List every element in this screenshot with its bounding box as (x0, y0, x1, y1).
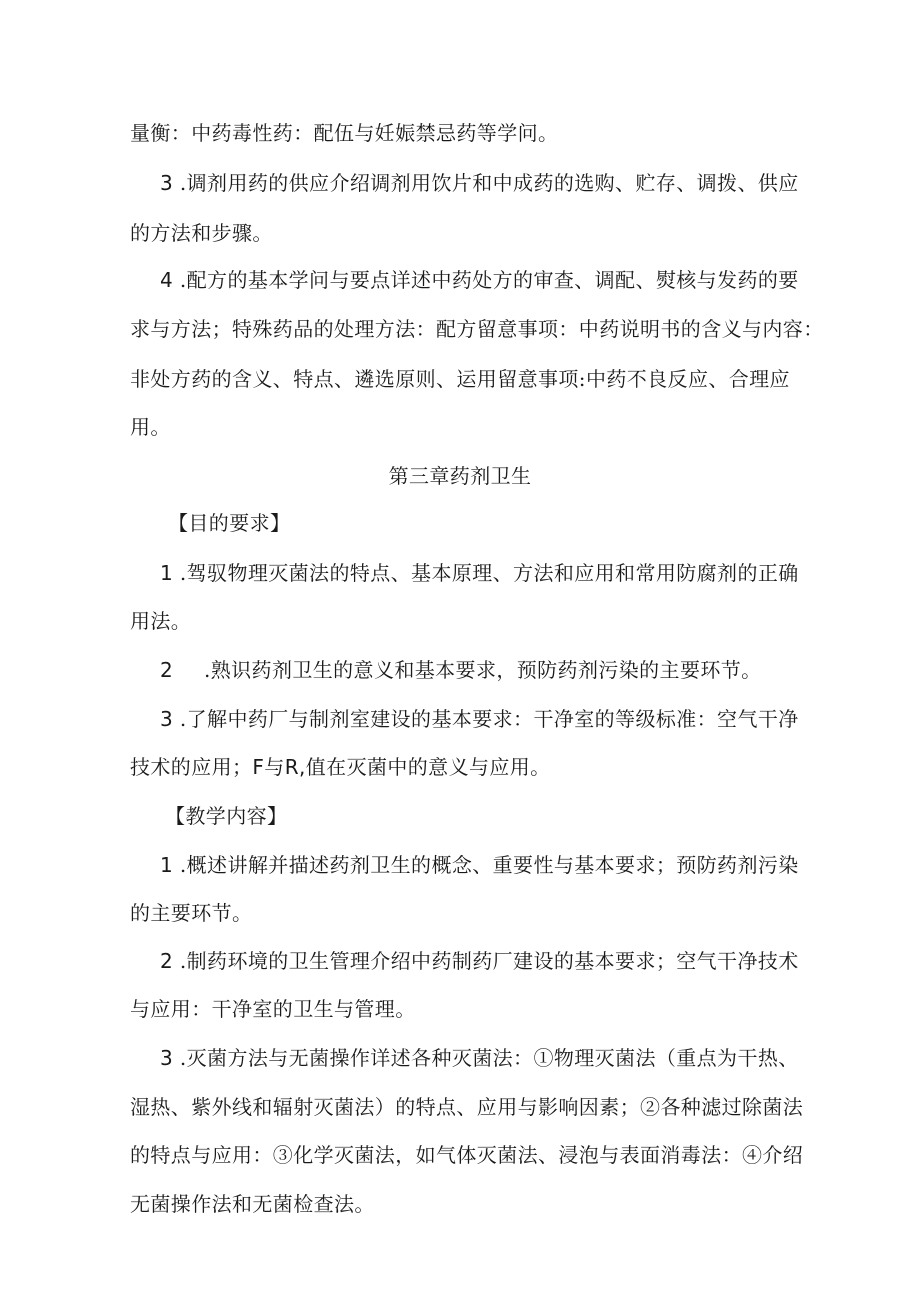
item-3-supply-line-1 (160, 168, 799, 198)
line-text-c: 值在灭菌中的意义与应用。 (305, 755, 551, 779)
item-text: .驾驭物理灭菌法的特点、基本原理、方法和应用和常用防腐剂的正确 (179, 561, 799, 585)
chapter-title: 第三章药剂卫生 (388, 464, 532, 488)
section-heading-content: 【教学内容】 (165, 804, 288, 828)
item-4-dispensing-line-4: 用。 (130, 415, 171, 439)
content-3-line-3: 的特点与应用：③化学灭菌法，如气体灭菌法、浸泡与表面消毒法：④介绍 (130, 1143, 804, 1167)
item-number: 3 (160, 707, 174, 731)
content-2-line-1 (160, 946, 799, 976)
item-text: .熟识药剂卫生的意义和基本要求，预防药剂污染的主要环节。 (204, 658, 762, 682)
objective-1-line-2: 用法。 (130, 609, 192, 633)
content-2-line-2: 与应用：干净室的卫生与管理。 (130, 997, 416, 1021)
item-text: .了解中药厂与制剂室建设的基本要求：干净室的等级标准：空气干净 (179, 707, 799, 731)
item-4-dispensing-line-2: 求与方法；特殊药品的处理方法：配方留意事项：中药说明书的含义与内容： (130, 317, 824, 341)
item-text: .概述讲解并描述药剂卫生的概念、重要性与基本要求；预防药剂污染 (179, 853, 799, 877)
item-number: 3 (160, 1046, 174, 1070)
content-3-line-4: 无菌操作法和无菌检查法。 (130, 1192, 375, 1216)
content-1-line-2: 的主要环节。 (130, 901, 253, 925)
item-number: 2 (160, 658, 174, 682)
item-4-dispensing-line-3: 非处方药的含义、特点、遴选原则、运用留意事项:中药不良反应、合理应 (130, 367, 790, 391)
item-text: .制药环境的卫生管理介绍中药制药厂建设的基本要求；空气干净技术 (179, 949, 799, 973)
item-text: .灭菌方法与无菌操作详述各种灭菌法：①物理灭菌法（重点为干热、 (179, 1046, 799, 1070)
item-number: 1 (160, 853, 174, 877)
objective-3-line-2 (130, 752, 551, 782)
item-number: 2 (160, 949, 174, 973)
item-4-dispensing-line-1 (160, 265, 799, 295)
content-3-line-2: 湿热、紫外线和辐射灭菌法）的特点、应用与影响因素；②各种滤过除菌法 (130, 1095, 804, 1119)
item-text: .调剂用药的供应介绍调剂用饮片和中成药的选购、贮存、调拨、供应 (179, 171, 799, 195)
item-text: .配方的基本学问与要点详述中药处方的审查、调配、熨核与发药的要 (179, 268, 799, 292)
item-3-supply-line-2: 的方法和步骤。 (130, 221, 273, 245)
f-r-values: F与R, (252, 755, 306, 779)
content-1-line-1 (160, 850, 799, 880)
objective-1-line-1 (160, 558, 799, 588)
paragraph-1-line-1: 量衡：中药毒性药：配伍与妊娠禁忌药等学问。 (130, 121, 559, 145)
content-3-line-1 (160, 1043, 799, 1073)
item-number: 1 (160, 561, 174, 585)
item-number: 4 (160, 268, 174, 292)
line-text-a: 技术的应用； (130, 755, 253, 779)
objective-2-line-1 (160, 655, 762, 685)
objective-3-line-1 (160, 704, 799, 734)
item-number: 3 (160, 171, 174, 195)
section-heading-objectives: 【目的要求】 (168, 511, 291, 535)
